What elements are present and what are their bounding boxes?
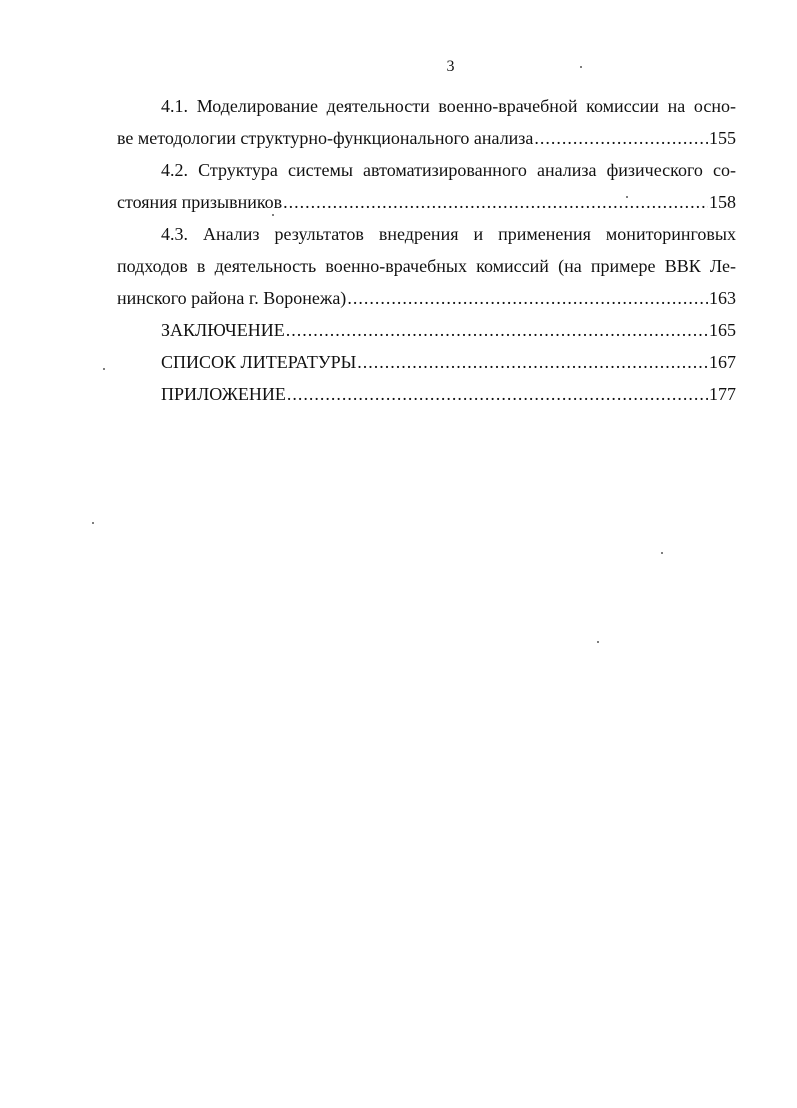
- toc-page-number: 155: [709, 128, 736, 148]
- toc-leader-dots: [286, 314, 708, 346]
- toc-page-number: 163: [709, 288, 736, 308]
- toc-entry-title: СПИСОК ЛИТЕРАТУРЫ: [161, 352, 357, 372]
- toc-entry-4-1[interactable]: [117, 122, 736, 154]
- scan-speck: [92, 522, 94, 524]
- table-of-contents: [117, 90, 736, 410]
- scan-speck: [103, 368, 105, 370]
- toc-entry-title: ве методологии структурно-функционального анализа: [117, 128, 534, 148]
- toc-entry-references[interactable]: [117, 346, 736, 378]
- toc-page-number: 167: [709, 352, 736, 372]
- scan-speck: [626, 196, 628, 198]
- toc-entry-title: нинского района г. Воронежа): [117, 288, 347, 308]
- toc-leader-dots: [347, 282, 708, 314]
- scan-speck: [272, 214, 274, 216]
- toc-leader-dots: [287, 378, 708, 410]
- toc-entry-4-3-line-1: 4.3. Анализ результатов внедрения и применения мониторинговых: [161, 224, 736, 244]
- toc-entry-title: ЗАКЛЮЧЕНИЕ: [161, 320, 285, 340]
- scan-speck: [580, 66, 582, 68]
- scan-speck: [597, 641, 599, 643]
- toc-leader-dots: [357, 346, 708, 378]
- toc-entry-4-3[interactable]: [117, 282, 736, 314]
- toc-entry-title: ПРИЛОЖЕНИЕ: [161, 384, 286, 404]
- toc-entry-4-2-line-1: 4.2. Структура системы автоматизированного анализа физического со-: [161, 160, 736, 180]
- toc-leader-dots: [283, 186, 708, 218]
- toc-entry-conclusion[interactable]: [117, 314, 736, 346]
- scan-speck: [661, 552, 663, 554]
- toc-leader-dots: [534, 122, 708, 154]
- toc-page-number: 165: [709, 320, 736, 340]
- page-number: 3: [446, 58, 455, 75]
- toc-entry-4-3-line-2: подходов в деятельность военно-врачебных комиссий (на примере ВВК Ле-: [117, 256, 736, 276]
- toc-entry-appendix[interactable]: [117, 378, 736, 410]
- toc-page-number: 158: [709, 192, 736, 212]
- toc-entry-4-2[interactable]: [117, 186, 736, 218]
- toc-page-number: 177: [709, 384, 736, 404]
- toc-entry-title: стояния призывников: [117, 192, 283, 212]
- toc-entry-4-1-line-1: 4.1. Моделирование деятельности военно-врачебной комиссии на осно-: [161, 96, 736, 116]
